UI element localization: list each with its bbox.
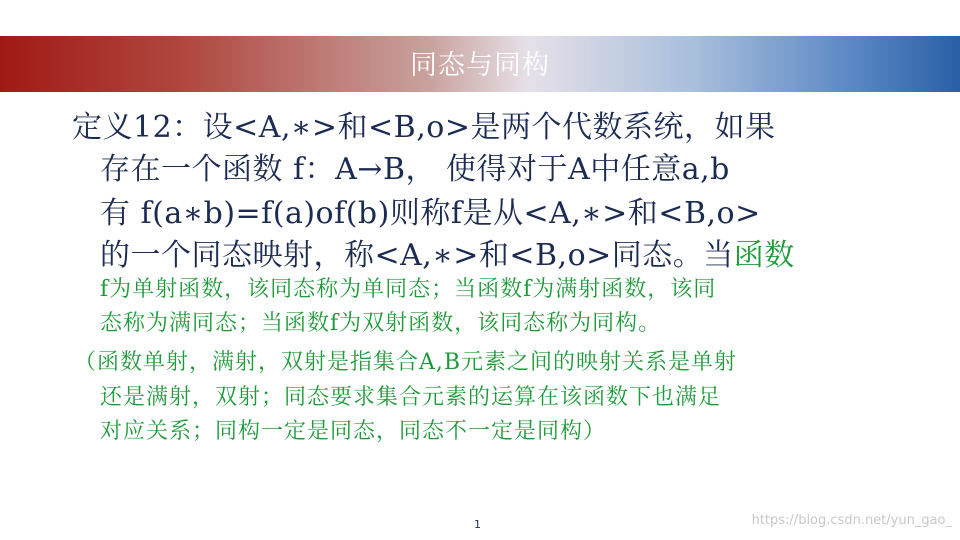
definition-line-1: 定义12：设<A,∗>和<B,o>是两个代数系统，如果 — [72, 110, 776, 145]
note-line-4: 还是满射，双射；同态要求集合元素的运算在该函数下也满足 — [100, 385, 722, 410]
definition-line-3: 有 f(a∗b)=f(a)of(b)则称f是从<A,∗>和<B,o> — [100, 196, 761, 231]
definition-line-4 — [100, 230, 795, 274]
note-line-2: 态称为满同态；当函数f为双射函数，该同态称为同构。 — [100, 311, 662, 336]
definition-line-4-text: 的一个同态映射，称<A,∗>和<B,o>同态。当 — [100, 238, 734, 273]
note-line-5: 对应关系；同构一定是同态，同态不一定是同构） — [100, 419, 607, 444]
slide-title: 同态与同构 — [410, 50, 550, 81]
definition-line-4-green: 函数 — [733, 238, 795, 273]
note-line-3: （函数单射，满射，双射是指集合A,B元素之间的映射关系是单射 — [74, 350, 738, 375]
watermark: https://blog.csdn.net/yun_gao_ — [751, 513, 952, 528]
note-line-1: f为单射函数，该同态称为单同态；当函数f为满射函数，该同 — [100, 277, 717, 302]
page-number: 1 — [474, 518, 481, 531]
title-bar — [0, 36, 960, 92]
definition-line-2: 存在一个函数 f：A→B， 使得对于A中任意a,b — [100, 152, 730, 187]
